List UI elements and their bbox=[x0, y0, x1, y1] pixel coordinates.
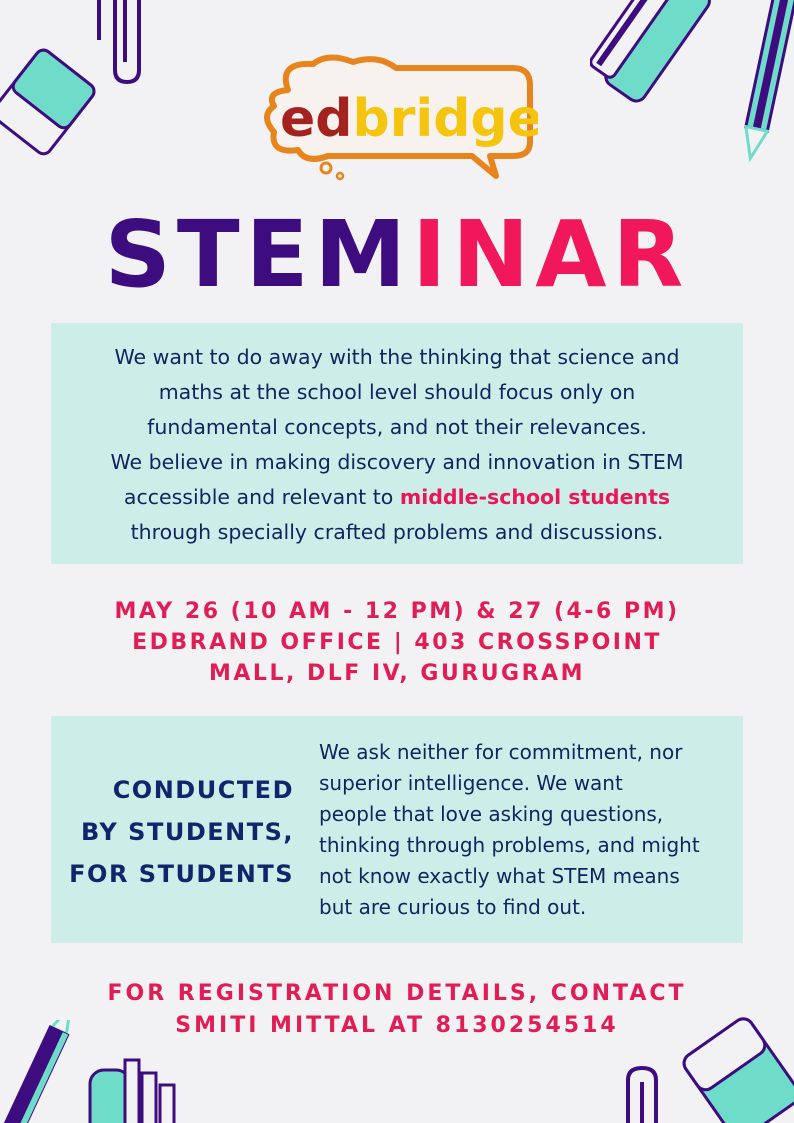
requirements-line: but are curious to find out. bbox=[319, 895, 587, 919]
intro-line: We want to do away with the thinking that science and bbox=[114, 345, 680, 369]
requirements-line: We ask neither for commitment, nor bbox=[319, 740, 683, 764]
requirements-line: not know exactly what STEM means bbox=[319, 864, 680, 888]
stapler-icon bbox=[80, 1055, 190, 1123]
requirements-text bbox=[319, 737, 739, 923]
intro-line-text: accessible and relevant to bbox=[123, 485, 400, 509]
paperclip-icon bbox=[85, 0, 155, 90]
intro-line bbox=[51, 480, 743, 515]
conducted-line: FOR STUDENTS bbox=[69, 860, 294, 888]
svg-text:edbridge bbox=[280, 89, 538, 149]
intro-line: through specially crafted problems and discussions. bbox=[130, 520, 664, 544]
event-date: MAY 26 (10 AM - 12 PM) & 27 (4-6 PM) bbox=[114, 599, 680, 624]
event-details bbox=[0, 596, 794, 689]
title-stem: STEM bbox=[104, 201, 413, 308]
intro-line: maths at the school level should focus only on bbox=[158, 380, 636, 404]
intro-panel bbox=[51, 323, 743, 564]
contact-line: FOR REGISTRATION DETAILS, CONTACT bbox=[107, 981, 687, 1006]
requirements-line: thinking through problems, and might bbox=[319, 833, 700, 857]
intro-highlight: middle-school students bbox=[399, 485, 671, 509]
contact-line: SMITI MITTAL AT 8130254514 bbox=[175, 1013, 619, 1038]
paperclip-icon bbox=[618, 1060, 678, 1123]
pencil-icon bbox=[740, 0, 794, 170]
logo-speech-bubble-icon bbox=[258, 50, 538, 185]
about-panel bbox=[51, 716, 743, 943]
conducted-heading bbox=[61, 769, 294, 895]
intro-line: We believe in making discovery and innovation in STEM bbox=[110, 450, 684, 474]
requirements-line: superior intelligence. We want bbox=[319, 771, 623, 795]
event-venue: EDBRAND OFFICE | 403 CROSSPOINT bbox=[132, 630, 662, 655]
title-inar: INAR bbox=[412, 201, 690, 308]
contact-info bbox=[0, 978, 794, 1042]
stapler-icon bbox=[590, 0, 740, 115]
requirements-line: people that love asking questions, bbox=[319, 802, 664, 826]
conducted-line: BY STUDENTS, bbox=[80, 818, 294, 846]
page-title bbox=[0, 200, 794, 310]
logo-part-ed: ed bbox=[280, 89, 353, 149]
intro-line: fundamental concepts, and not their relevances. bbox=[147, 415, 647, 439]
edbridge-logo bbox=[258, 50, 538, 185]
logo-part-bridge: bridge bbox=[352, 89, 538, 149]
event-venue: MALL, DLF IV, GURUGRAM bbox=[209, 661, 585, 686]
conducted-line: CONDUCTED bbox=[112, 776, 294, 804]
